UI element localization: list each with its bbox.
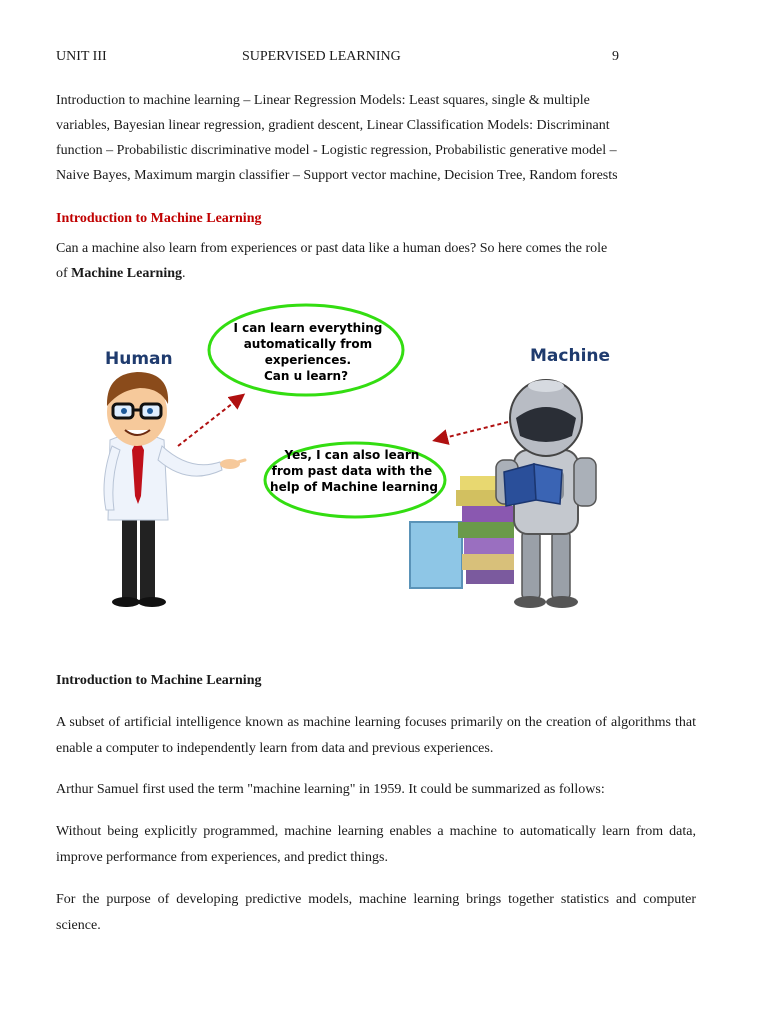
syllabus-line: function – Probabilistic discriminative model - Logistic regression, Probabilistic generative model – <box>56 143 617 158</box>
arthur-samuel-paragraph: Arthur Samuel first used the term "machine learning" in 1959. It could be summarized as follows: <box>56 782 605 797</box>
predictive-models-paragraph: For the purpose of developing predictive models, machine learning brings together statistics and computer science. <box>56 892 696 933</box>
definition-paragraph: A subset of artificial intelligence known as machine learning focuses primarily on the creation of algorithms that enable a computer to independently learn from data and previous experiences. <box>56 715 696 756</box>
intro-line-2 <box>56 261 696 286</box>
human-bubble-text: Yes, I can also learn from past data with the help of Machine learning <box>270 448 438 494</box>
machine-label: Machine <box>530 346 611 366</box>
human-vs-machine-illustration <box>80 300 640 620</box>
section-heading-red: Introduction to Machine Learning <box>56 211 262 226</box>
machine-arrow <box>436 422 508 440</box>
section-heading: Introduction to Machine Learning <box>56 673 262 688</box>
syllabus-line: Introduction to machine learning – Linear Regression Models: Least squares, single & multiple <box>56 93 590 108</box>
header-unit: UNIT III <box>56 49 107 64</box>
syllabus-line: variables, Bayesian linear regression, gradient descent, Linear Classification Models: Discriminant <box>56 118 610 133</box>
syllabus-line: Naive Bayes, Maximum margin classifier – Support vector machine, Decision Tree, Random forests <box>56 168 618 183</box>
ml-capability-paragraph: Without being explicitly programmed, machine learning enables a machine to automatically learn from data, improve performance from experiences, and predict things. <box>56 824 696 865</box>
intro-paragraph <box>56 236 696 286</box>
human-arrow <box>178 396 242 446</box>
intro-bold-term: Machine Learning <box>71 266 183 281</box>
page-number: 9 <box>612 49 619 64</box>
human-character <box>104 372 245 607</box>
intro-prefix: of <box>56 266 72 281</box>
header-title: SUPERVISED LEARNING <box>242 49 401 64</box>
intro-line: Can a machine also learn from experiences or past data like a human does? So here comes the role <box>56 241 608 256</box>
intro-suffix: . <box>182 266 186 281</box>
page-header <box>56 49 636 69</box>
human-label: Human <box>105 349 173 369</box>
machine-bubble-text: I can learn everything automatically from experiences. Can u learn? <box>233 321 383 383</box>
syllabus-paragraph <box>56 88 696 188</box>
